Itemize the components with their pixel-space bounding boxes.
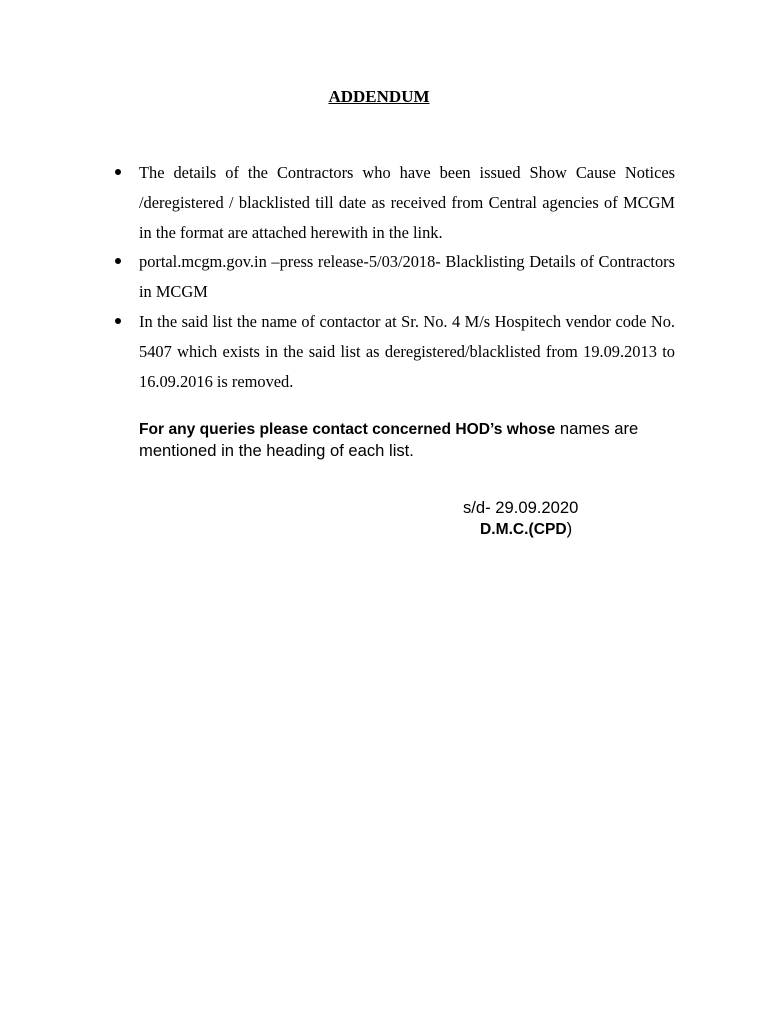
list-item-text: portal.mcgm.gov.in –press release-5/03/2018- Blacklisting Details of Contractors in MCGM bbox=[139, 252, 675, 302]
contact-note-bold: For any queries please contact concerned HOD’s whose bbox=[139, 421, 556, 438]
page-title: ADDENDUM bbox=[328, 87, 430, 106]
bullet-list bbox=[110, 158, 675, 396]
list-item-text: In the said list the name of contactor at Sr. No. 4 M/s Hospitech vendor code No. 5407 which exists in the said list as deregistered/blacklisted from 19.09.2013 to 16.09.2016 is removed. bbox=[139, 311, 675, 391]
bullet-icon bbox=[115, 318, 121, 324]
list-item bbox=[110, 307, 675, 396]
signature-role-close: ) bbox=[566, 519, 573, 538]
bullet-icon bbox=[115, 258, 121, 264]
signature-block bbox=[463, 497, 578, 540]
bullet-icon bbox=[115, 169, 121, 175]
signature-role bbox=[463, 518, 578, 540]
contact-note bbox=[139, 418, 679, 461]
list-item-text: The details of the Contractors who have been issued Show Cause Notices /deregistered / blacklisted till date as received from Central agencies of MCGM in the format are attached herewith in the link. bbox=[139, 163, 675, 242]
signature-date: s/d- 29.09.2020 bbox=[463, 498, 579, 517]
list-item bbox=[110, 247, 675, 307]
contact-note-rest: names are mentioned in the heading of each list. bbox=[139, 419, 639, 460]
list-item bbox=[110, 158, 675, 247]
signature-role-bold: D.M.C.(CPD bbox=[480, 521, 567, 538]
